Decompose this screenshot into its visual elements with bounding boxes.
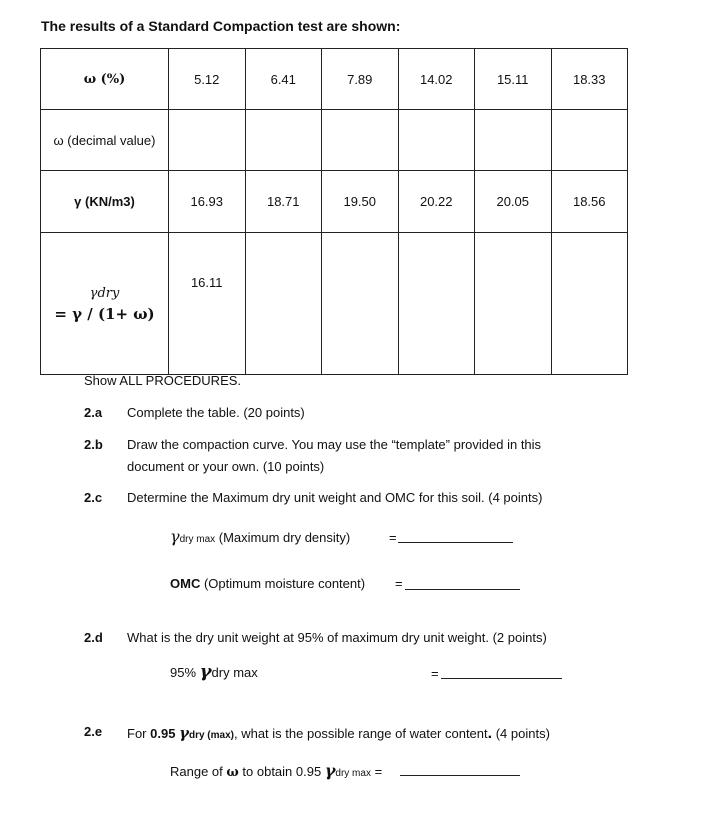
table-row-gamma: [41, 171, 628, 233]
gamma-dry-95-label: 95% γdry max: [170, 661, 258, 682]
cell-omega-pct: 6.41: [245, 49, 322, 110]
cell-gamma: 16.93: [169, 171, 246, 233]
question-number: 2.a: [84, 405, 103, 420]
cell-gamma-dry[interactable]: [551, 233, 628, 375]
question-text: What is the dry unit weight at 95% of maximum dry unit weight. (2 points): [127, 630, 547, 645]
question-number: 2.d: [84, 630, 103, 645]
cell-gamma: 20.05: [475, 171, 552, 233]
cell-gamma-dry: 16.11: [169, 233, 246, 375]
answer-blank-omc[interactable]: [405, 577, 520, 590]
row-label-gamma: γ (KN/m3): [41, 171, 169, 233]
question-text: For 0.95 γdry (max), what is the possible range of water content. (4 points): [127, 724, 550, 742]
cell-omega-pct: 7.89: [322, 49, 399, 110]
question-text: Draw the compaction curve. You may use the “template” provided in this: [127, 437, 542, 452]
cell-omega-dec[interactable]: [398, 110, 475, 171]
cell-omega-dec[interactable]: [322, 110, 399, 171]
table-row-omega-pct: [41, 49, 628, 110]
row-label-omega-dec: ω (decimal value): [41, 110, 169, 171]
equals-sign: =: [389, 530, 397, 545]
cell-omega-dec[interactable]: [245, 110, 322, 171]
table-row-gamma-dry: [41, 233, 628, 375]
cell-gamma-dry[interactable]: [322, 233, 399, 375]
table-row-omega-dec: [41, 110, 628, 171]
gamma-dry-max-label: γdry max (Maximum dry density): [170, 527, 351, 546]
page-heading: The results of a Standard Compaction test are shown:: [41, 18, 401, 34]
row-label-omega-pct: ω (%): [41, 49, 169, 110]
cell-gamma-dry[interactable]: [475, 233, 552, 375]
cell-gamma: 18.71: [245, 171, 322, 233]
gamma-dry-formula: = γ / (1+ ω): [54, 305, 155, 323]
question-number: 2.e: [84, 724, 103, 739]
omc-label: OMC (Optimum moisture content): [170, 576, 366, 591]
cell-omega-pct: 5.12: [169, 49, 246, 110]
equals-sign: =: [395, 576, 403, 591]
cell-omega-dec[interactable]: [169, 110, 246, 171]
instructions: Show ALL PROCEDURES.: [84, 373, 242, 388]
equals-sign: =: [431, 666, 439, 681]
cell-gamma-dry[interactable]: [245, 233, 322, 375]
cell-gamma: 20.22: [398, 171, 475, 233]
cell-omega-pct: 18.33: [551, 49, 628, 110]
answer-blank-95-gamma[interactable]: [441, 666, 562, 679]
answer-blank-gamma-dry-max[interactable]: [398, 530, 513, 543]
compaction-table: [40, 48, 628, 375]
cell-omega-pct: 14.02: [398, 49, 475, 110]
cell-gamma-dry[interactable]: [398, 233, 475, 375]
question-text: Determine the Maximum dry unit weight and OMC for this soil. (4 points): [127, 490, 543, 505]
cell-omega-pct: 15.11: [475, 49, 552, 110]
cell-gamma: 18.56: [551, 171, 628, 233]
question-text: document or your own. (10 points): [127, 459, 325, 474]
gamma-dry-label: γdry: [89, 286, 120, 301]
question-number: 2.b: [84, 437, 103, 452]
cell-omega-dec[interactable]: [475, 110, 552, 171]
answer-blank-range[interactable]: [400, 763, 520, 776]
cell-gamma: 19.50: [322, 171, 399, 233]
row-label-gamma-dry: [41, 233, 169, 375]
question-text: Complete the table. (20 points): [127, 405, 305, 420]
question-number: 2.c: [84, 490, 103, 505]
cell-omega-dec[interactable]: [551, 110, 628, 171]
range-label: Range of ω to obtain 0.95 γdry max =: [170, 761, 383, 780]
